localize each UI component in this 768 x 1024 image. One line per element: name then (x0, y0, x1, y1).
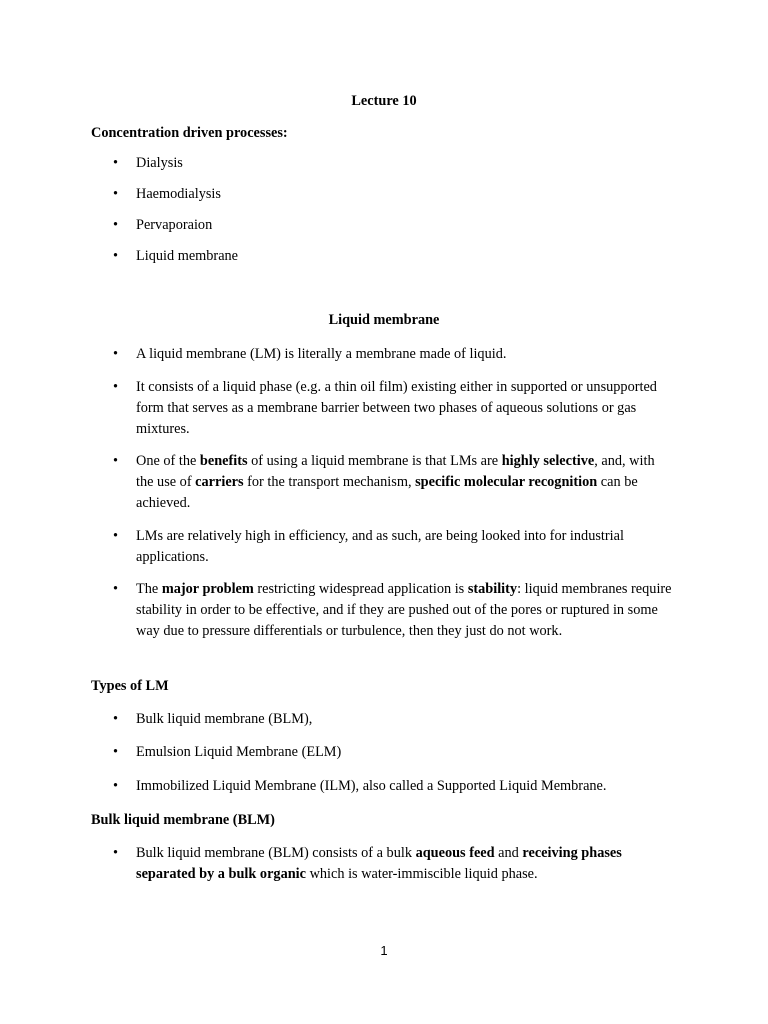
bold-text: stability (467, 581, 518, 597)
bold-text: receiving phases separated by a bulk organic (136, 845, 622, 882)
section-heading-types: Types of LM (91, 678, 169, 694)
list-item: • Emulsion Liquid Membrane (ELM) (113, 742, 673, 763)
bold-text: specific molecular recognition (415, 474, 598, 490)
bullet-icon: • (113, 155, 119, 171)
section-heading-processes: Concentration driven processes: (91, 125, 288, 141)
text-run: of using a liquid membrane is that LMs are (247, 453, 502, 469)
bold-text: aqueous feed (415, 845, 495, 861)
text-run: restricting widespread application is (253, 581, 468, 597)
list-item: • Immobilized Liquid Membrane (ILM), also called a Supported Liquid Membrane. (113, 776, 673, 797)
bullet-icon: • (113, 845, 119, 861)
list-item (113, 526, 673, 568)
list-item (113, 843, 673, 885)
bullet-icon: • (113, 346, 119, 362)
bold-text: highly selective (501, 453, 595, 469)
text-run: , and, with the use of (136, 453, 655, 490)
bold-text: carriers (195, 474, 244, 490)
list-item: • Pervaporaion (113, 215, 673, 236)
list-item (113, 451, 673, 514)
section-title-liquid-membrane: Liquid membrane (328, 312, 440, 328)
page-title: Lecture 10 (351, 93, 417, 109)
list-item (113, 579, 673, 642)
list-item: • Liquid membrane (113, 246, 673, 267)
bullet-icon: • (113, 528, 119, 544)
bold-text: major problem (161, 581, 254, 597)
bullet-icon: • (113, 248, 119, 264)
text-run: which is water-immiscible liquid phase. (306, 866, 538, 882)
text-run: LMs are relatively high in efficiency, and as such, are being looked into for industrial applications. (136, 528, 624, 565)
section-heading-blm: Bulk liquid membrane (BLM) (91, 812, 275, 828)
text-run: One of the (136, 453, 200, 469)
bullet-icon: • (113, 744, 119, 760)
text-run: A liquid membrane (LM) is literally a membrane made of liquid. (136, 346, 507, 362)
bullet-icon: • (113, 379, 119, 395)
bullet-icon: • (113, 581, 119, 597)
text-run: The (136, 581, 162, 597)
bullet-icon: • (113, 217, 119, 233)
list-item: • Dialysis (113, 153, 673, 174)
text-run: and (494, 845, 523, 861)
list-item (113, 377, 673, 440)
list-item: • Haemodialysis (113, 184, 673, 205)
bullet-icon: • (113, 778, 119, 794)
bullet-icon: • (113, 711, 119, 727)
text-run: for the transport mechanism, (243, 474, 416, 490)
list-item: • Bulk liquid membrane (BLM), (113, 709, 673, 730)
text-run: It consists of a liquid phase (e.g. a thin oil film) existing either in supported or unsupported form that serves as a membrane barrier between two phases of aqueous solutions or gas mixtures. (136, 379, 657, 437)
bullet-icon: • (113, 186, 119, 202)
list-item (113, 344, 673, 365)
bullet-icon: • (113, 453, 119, 469)
bold-text: benefits (199, 453, 248, 469)
text-run: : liquid membranes require stability in order to be effective, and if they are pushed out of the pores or ruptured in some way due to pressure differentials or turbulence, then they just do not work. (136, 581, 672, 639)
page-number: 1 (380, 943, 388, 958)
text-run: Bulk liquid membrane (BLM) consists of a bulk (136, 845, 416, 861)
text-run: can be achieved. (136, 474, 638, 511)
